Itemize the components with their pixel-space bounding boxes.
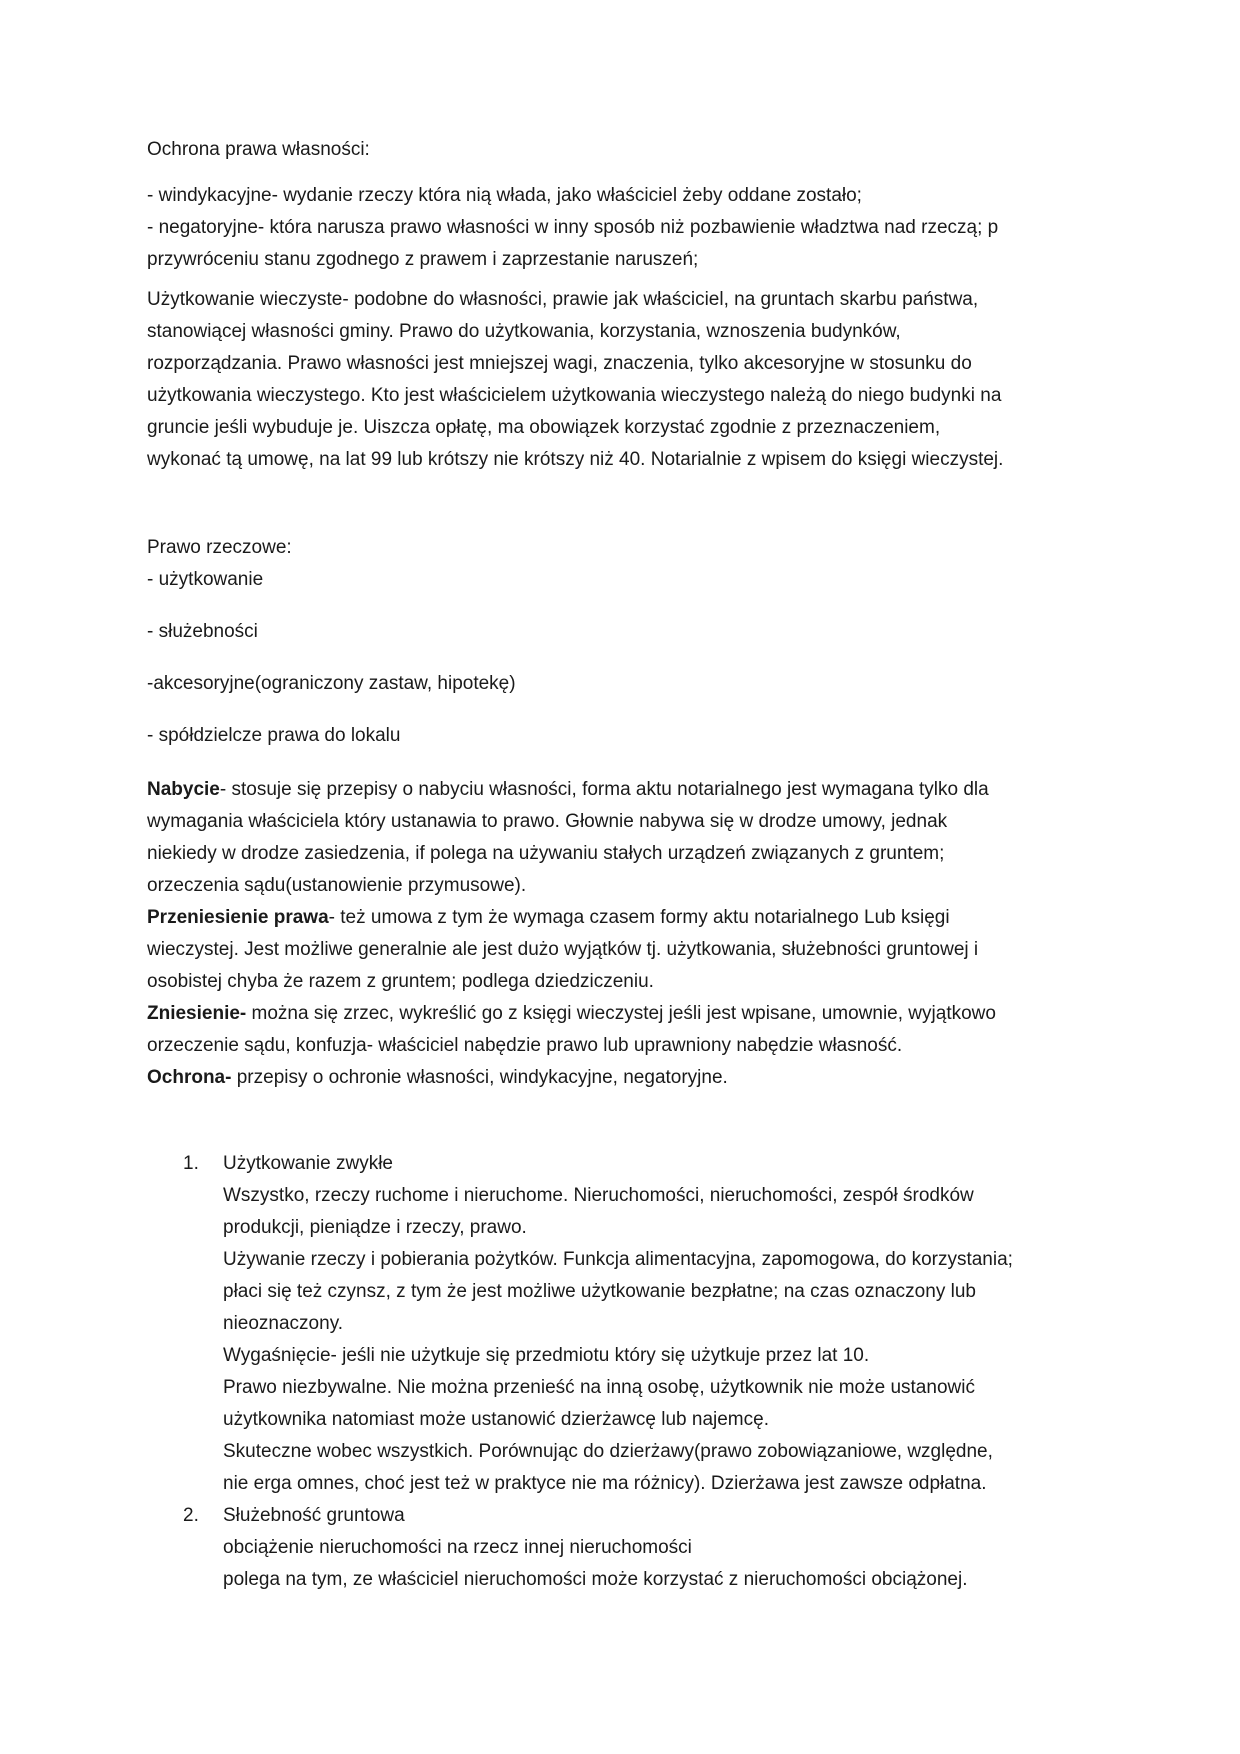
list-item-content: Użytkowanie zwykłe Wszystko, rzeczy ruchome i nieruchome. Nieruchomości, nieruchomości, zespół środków produkcji, pieniądze i rzeczy, prawo. Używanie rzeczy i pobierania pożytków. Funkcja alimentacyjna, zapomogowa, do korzystania; płaci się też czynsz, z tym że jest możliwe użytkowanie bezpłatne; na czas oznaczony lub nieoznaczony. Wygaśnięcie- jeśli nie użytkuje się przedmiotu który się użytkuje przez lat 10. Prawo niezbywalne. Nie można przenieść na inną osobę, użytkownik nie może ustanowić użytkownika natomiast może ustanowić dzierżawcę lub najemcę. Skuteczne wobec wszystkich. Porównując do dzierżawy(prawo zobowiązaniowe, względne, nie erga omnes, choć jest też w praktyce nie ma różnicy). Dzierżawa jest zawsze odpłatna. <box>223 1153 1013 1494</box>
list-item-content: Służebność gruntowa obciążenie nieruchomości na rzecz innej nieruchomości polega na tym, ze właściciel nieruchomości może korzystać z nieruchomości obciążonej. <box>223 1505 968 1590</box>
przeniesienie-line: Przeniesienie prawa- też umowa z tym że wymaga czasem formy aktu notarialnego Lub księgi <box>147 907 950 928</box>
nabycie-line: orzeczenia sądu(ustanowienie przymusowe). <box>147 875 527 896</box>
sections-block <box>147 774 1107 1094</box>
zniesienie-line: Zniesienie- można się zrzec, wykreślić go z księgi wieczystej jeśli jest wpisane, umownie, wyjątkowo <box>147 1003 996 1024</box>
usufruct-line: rozporządzania. Prawo własności jest mniejszej wagi, znaczenia, tylko akcesoryjne w stosunku do <box>147 353 972 374</box>
nabycie-label: Nabycie <box>147 779 220 800</box>
ochrona-line: Ochrona- przepisy o ochronie własności, windykacyjne, negatoryjne. <box>147 1067 728 1088</box>
document-title: Ochrona prawa własności: <box>147 139 370 160</box>
protection-line: - windykacyjne- wydanie rzeczy która nią włada, jako właściciel żeby oddane zostało; <box>147 185 862 206</box>
protection-line: przywróceniu stanu zgodnego z prawem i zaprzestanie naruszeń; <box>147 249 699 270</box>
rights-item: - służebności <box>147 621 258 642</box>
usufruct-line: Użytkowanie wieczyste- podobne do własności, prawie jak właściciel, na gruntach skarbu państwa, <box>147 289 979 310</box>
rights-item: - użytkowanie <box>147 569 264 590</box>
usufruct-line: wykonać tą umowę, na lat 99 lub krótszy nie krótszy niż 40. Notarialnie z wpisem do księgi wieczystej. <box>147 449 1004 470</box>
list-number: 1. <box>183 1153 199 1174</box>
nabycie-line: Nabycie- stosuje się przepisy o nabyciu własności, forma aktu notarialnego jest wymagana tylko dla <box>147 779 989 800</box>
rights-item: - spółdzielcze prawa do lokalu <box>147 725 401 746</box>
usufruct-line: gruncie jeśli wybuduje je. Uiszcza opłatę, ma obowiązek korzystać zgodnie z przeznaczeniem, <box>147 417 941 438</box>
list-number: 2. <box>183 1505 199 1526</box>
ochrona-label: Ochrona- <box>147 1067 232 1088</box>
zniesienie-line: orzeczenie sądu, konfuzja- właściciel nabędzie prawo lub uprawniony nabędzie własność. <box>147 1035 903 1056</box>
usufruct-line: stanowiącej własności gminy. Prawo do użytkowania, korzystania, wznoszenia budynków, <box>147 321 901 342</box>
zniesienie-label: Zniesienie- <box>147 1003 247 1024</box>
przeniesienie-line: osobistej chyba że razem z gruntem; podlega dziedziczeniu. <box>147 971 654 992</box>
protection-paragraph <box>147 180 1107 276</box>
usufruct-paragraph <box>147 284 1107 476</box>
protection-line: - negatoryjne- która narusza prawo własności w inny sposób niż pozbawienie władztwa nad rzeczą; p <box>147 217 999 238</box>
nabycie-line: wymagania właściciela który ustanawia to prawo. Głownie nabywa się w drodze umowy, jednak <box>147 811 948 832</box>
nabycie-line: niekiedy w drodze zasiedzenia, if polega na używaniu stałych urządzeń związanych z gruntem; <box>147 843 945 864</box>
przeniesienie-label: Przeniesienie prawa <box>147 907 329 928</box>
rights-heading: Prawo rzeczowe: <box>147 537 292 558</box>
przeniesienie-line: wieczystej. Jest możliwe generalnie ale jest dużo wyjątków tj. użytkowania, służebności gruntowej i <box>147 939 979 960</box>
rights-item: -akcesoryjne(ograniczony zastaw, hipotekę) <box>147 673 516 694</box>
usufruct-line: użytkowania wieczystego. Kto jest właścicielem użytkowania wieczystego należą do niego budynki na <box>147 385 1002 406</box>
